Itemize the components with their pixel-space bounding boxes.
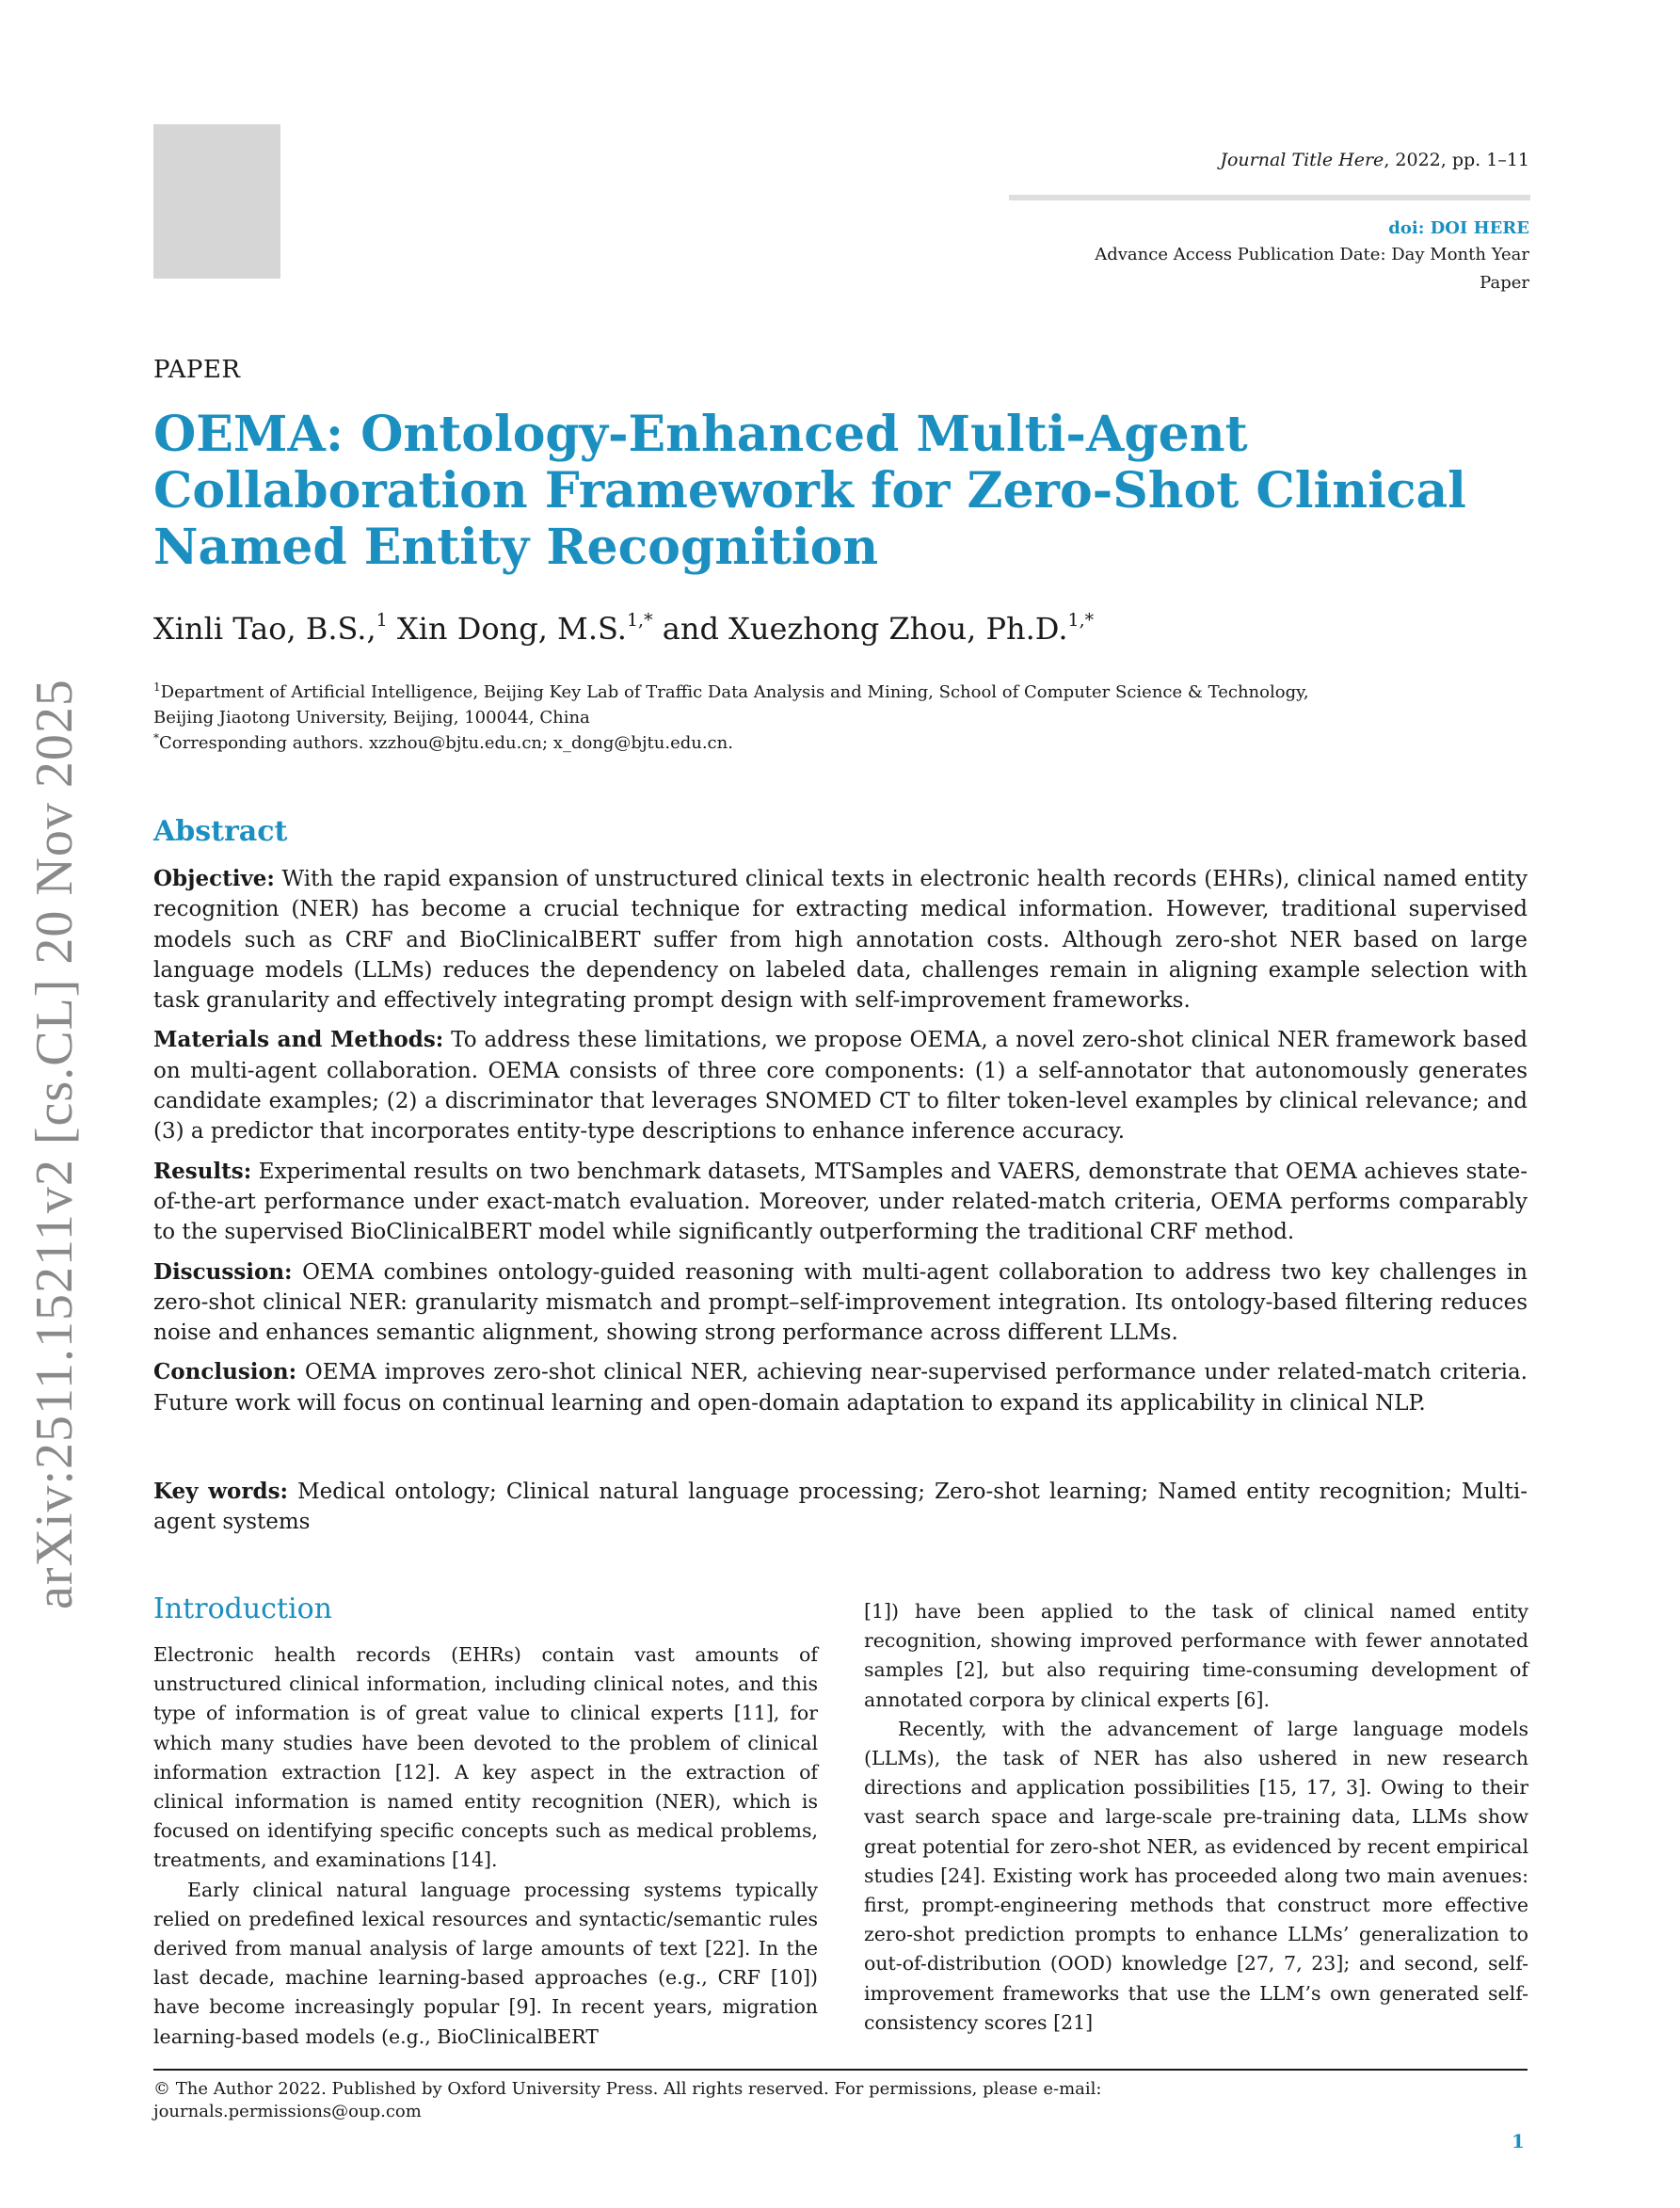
paragraph: Electronic health records (EHRs) contain vast amounts of unstructured clinical information, including clinical notes, and this type of information is of great value to clinical experts [11], for which many studies have been devoted to the problem of clinical information extraction [12]. A key aspect in the extraction of clinical information is named entity recognition (NER), which is focused on identifying specific concepts such as medical problems, treatments, and examinations [14]. xyxy=(153,1643,818,1872)
abstract-methods xyxy=(153,1025,1528,1146)
copyright-text: The Author 2022. Published by Oxford University Press. All rights reserved. For permissions, please e-mail: xyxy=(170,2079,1102,2099)
keywords xyxy=(153,1477,1528,1537)
corresponding-authors: Corresponding authors. xzzhou@bjtu.edu.cn; x_dong@bjtu.edu.cn. xyxy=(159,733,733,753)
affiliation-line: Beijing Jiaotong University, Beijing, 100044, China xyxy=(153,708,590,728)
journal-citation xyxy=(946,149,1529,171)
abstract-discussion xyxy=(153,1257,1528,1349)
title-line: Collaboration Framework for Zero-Shot Clinical xyxy=(153,462,1466,520)
author-name: Xin Dong, M.S. xyxy=(387,611,627,647)
keywords-text: Medical ontology; Clinical natural language processing; Zero-shot learning; Named entity recognition; Multi-agent systems xyxy=(153,1480,1528,1534)
header-divider xyxy=(1009,195,1530,200)
keywords-label: Key words: xyxy=(153,1479,289,1504)
abstract-label: Objective: xyxy=(153,866,275,891)
right-column xyxy=(864,1597,1528,2038)
journal-header xyxy=(946,149,1529,171)
page-number: 1 xyxy=(1512,2130,1525,2152)
abstract-label: Results: xyxy=(153,1158,252,1184)
paragraph: Recently, with the advancement of large language models (LLMs), the task of NER has also ushered in new research directions and application possibilities [15, 17, 3]. Owing to their vast search space and large-scale pre-training data, LLMs show great potential for zero-shot NER, as evidenced by recent empirical studies [24]. Existing work has proceeded along two main avenues: first, prompt-engineering methods that construct more effective zero-shot prediction prompts to enhance LLMs’ generalization to out-of-distribution (OOD) knowledge [27, 7, 23]; and second, self-improvement frameworks that use the LLM’s own generated self-consistency scores [21] xyxy=(864,1717,1528,2034)
section-kicker: PAPER xyxy=(153,356,241,384)
abstract-text: Experimental results on two benchmark datasets, MTSamples and VAERS, demonstrate that OEMA achieves state-of-the-art performance under exact-match evaluation. Moreover, under related-match criteria, OEMA performs comparably to the supervised BioClinicalBERT model while significantly outperforming the traditional CRF method. xyxy=(153,1159,1528,1245)
abstract-text: OEMA improves zero-shot clinical NER, achieving near-supervised performance under related-match criteria. Future work will focus on continual learning and open-domain adaptation to expand its applicability in clinical NLP. xyxy=(153,1360,1528,1416)
journal-meta: , 2022, pp. 1–11 xyxy=(1384,150,1529,170)
paper-type: Paper xyxy=(1480,273,1529,293)
affiliation-mark: 1 xyxy=(153,680,161,694)
copyright-notice xyxy=(153,2078,1528,2123)
abstract-body xyxy=(153,864,1528,1428)
author-name: Xinli Tao, B.S., xyxy=(153,611,376,647)
left-column xyxy=(153,1640,818,2052)
corresponding-mark: * xyxy=(153,731,159,744)
doi-link[interactable]: doi: DOI HERE xyxy=(1388,218,1529,238)
copyright-icon: © xyxy=(153,2079,170,2099)
journal-logo-placeholder xyxy=(153,124,280,279)
paper-title xyxy=(153,407,1471,576)
author-name: and Xuezhong Zhou, Ph.D. xyxy=(652,611,1068,647)
author-list xyxy=(153,610,1094,648)
abstract-heading: Abstract xyxy=(153,815,288,848)
introduction-heading: Introduction xyxy=(153,1592,332,1625)
author-affiliation-mark: 1,* xyxy=(1067,610,1095,631)
journal-title: Journal Title Here xyxy=(1220,150,1384,170)
affiliation-line: Department of Artificial Intelligence, Beijing Key Lab of Traffic Data Analysis and Mining, School of Computer Science & Technology, xyxy=(160,682,1309,702)
abstract-results xyxy=(153,1157,1528,1248)
abstract-text: OEMA combines ontology-guided reasoning with multi-agent collaboration to address two key challenges in zero-shot clinical NER: granularity mismatch and prompt–self-improvement integration. Its ontology-based filtering reduces noise and enhances semantic alignment, showing strong performance across different LLMs. xyxy=(153,1259,1528,1346)
author-affiliation-mark: 1 xyxy=(376,610,388,631)
title-line: OEMA: Ontology-Enhanced Multi-Agent xyxy=(153,406,1248,463)
paragraph: [1]) have been applied to the task of clinical named entity recognition, showing improved performance with fewer annotated samples [2], but also requiring time-consuming development of annotated corpora by clinical experts [6]. xyxy=(864,1600,1528,1711)
author-affiliation-mark: 1,* xyxy=(626,610,653,631)
publication-date: Advance Access Publication Date: Day Month Year xyxy=(1095,245,1529,264)
title-line: Named Entity Recognition xyxy=(153,519,879,576)
footer-divider xyxy=(153,2069,1528,2071)
abstract-label: Discussion: xyxy=(153,1258,293,1285)
abstract-text: With the rapid expansion of unstructured clinical texts in electronic health records (EHRs), clinical named entity recognition (NER) has become a crucial technique for extracting medical information. However, traditional supervised models such as CRF and BioClinicalBERT suffer from high annotation costs. Although zero-shot NER based on large language models (LLMs) reduces the dependency on labeled data, challenges remain in aligning example selection with task granularity and effectively integrating prompt design with self-improvement frameworks. xyxy=(153,867,1528,1014)
abstract-label: Conclusion: xyxy=(153,1359,297,1385)
abstract-text: To address these limitations, we propose OEMA, a novel zero-shot clinical NER framework based on multi-agent collaboration. OEMA consists of three core components: (1) a self-annotator that autonomously generates candidate examples; (2) a discriminator that leverages SNOMED CT to filter token-level examples by clinical relevance; and (3) a predictor that incorporates entity-type descriptions to enhance inference accuracy. xyxy=(153,1028,1528,1144)
abstract-label: Materials and Methods: xyxy=(153,1027,444,1053)
arxiv-identifier-stamp[interactable]: arXiv:2511.15211v2 [cs.CL] 20 Nov 2025 xyxy=(25,679,84,1609)
abstract-conclusion xyxy=(153,1357,1528,1418)
affiliation-block xyxy=(153,680,1537,756)
permissions-email[interactable]: journals.permissions@oup.com xyxy=(153,2102,422,2121)
paragraph: Early clinical natural language processing systems typically relied on predefined lexical resources and syntactic/semantic rules derived from manual analysis of large amounts of text [22]. In the last decade, machine learning-based approaches (e.g., CRF [10]) have become increasingly popular [9]. In recent years, migration learning-based models (e.g., BioClinicalBERT xyxy=(153,1878,818,2048)
abstract-objective xyxy=(153,864,1528,1016)
